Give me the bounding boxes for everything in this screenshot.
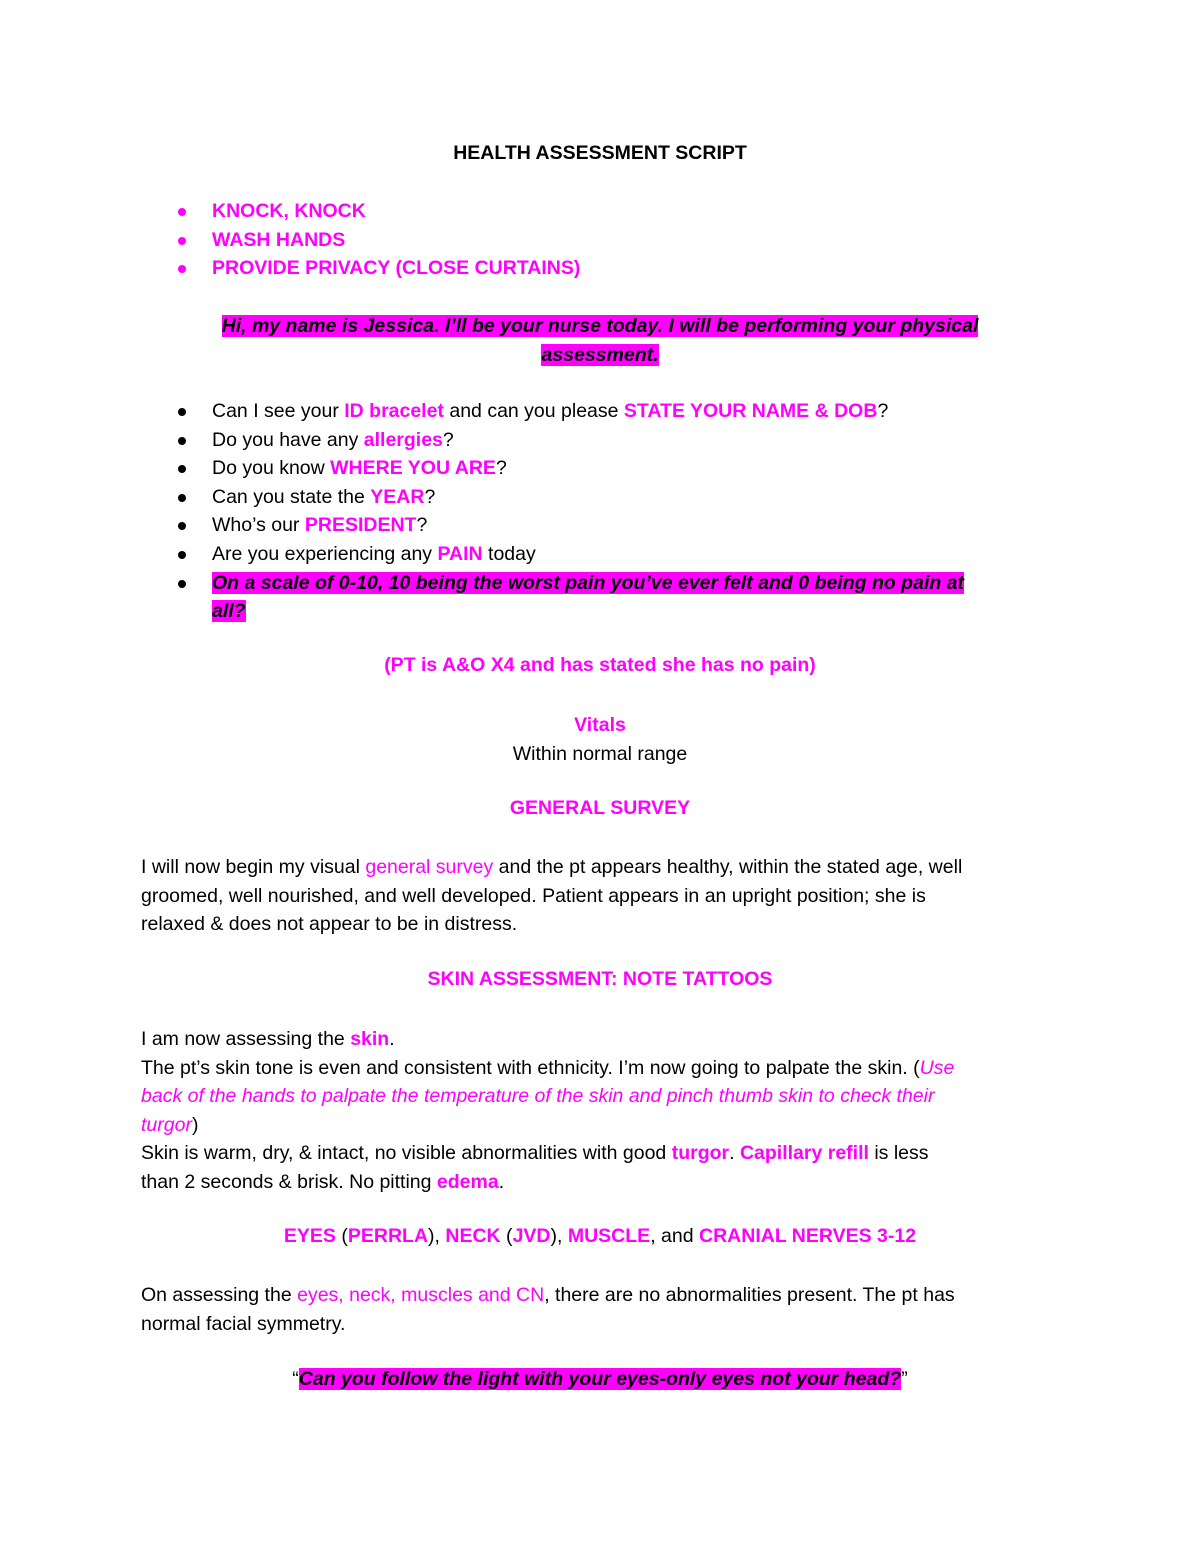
bullet-icon — [178, 437, 186, 445]
bullet-icon — [178, 237, 186, 245]
general-survey-text: I will now begin my visual general survey and the pt appears healthy, within the stated age, well groomed, well nourished, and well developed. Patient appears in an upright position; she is relaxed & does not appear to be in distress. — [141, 856, 963, 936]
vitals-section — [0, 711, 1200, 769]
list-item: PROVIDE PRIVACY (CLOSE CURTAINS) — [140, 254, 1060, 283]
list-item: Do you have any allergies? — [140, 426, 1060, 455]
bullet-icon — [178, 265, 186, 273]
bullet-icon — [178, 208, 186, 216]
list-item: Can you state the YEAR? — [140, 483, 1060, 512]
prep-checklist — [140, 197, 1060, 283]
general-survey-heading: GENERAL SURVEY — [509, 797, 691, 819]
list-item: WASH HANDS — [140, 226, 1060, 255]
list-item: Are you experiencing any PAIN today — [140, 540, 1060, 569]
skin-heading: SKIN ASSESSMENT: NOTE TATTOOS — [427, 968, 773, 990]
bullet-icon — [178, 580, 186, 588]
intro-statement: Hi, my name is Jessica. I’ll be your nurse today. I will be performing your physical assessment. — [221, 315, 979, 366]
vitals-heading: Vitals — [574, 714, 626, 736]
eyes-heading: EYES (PERRLA), NECK (JVD), MUSCLE, and CRANIAL NERVES 3-12 — [283, 1225, 917, 1247]
bullet-icon — [178, 408, 186, 416]
bullet-icon — [178, 522, 186, 530]
bullet-icon — [178, 551, 186, 559]
bullet-icon — [178, 494, 186, 502]
question-list — [140, 397, 1060, 626]
vitals-value: Within normal range — [512, 743, 688, 765]
list-item: Can I see your ID bracelet and can you please STATE YOUR NAME & DOB? — [140, 397, 1060, 426]
list-item: Who’s our PRESIDENT? — [140, 511, 1060, 540]
list-item: Do you know WHERE YOU ARE? — [140, 454, 1060, 483]
skin-text: I am now assessing the skin. The pt’s skin tone is even and consistent with ethnicity. I’m now going to palpate the skin. (Use back of the hands to palpate the temperature of the skin and pinch thumb skin to check their turgor) Skin is warm, dry, & intact, no visible abnormalities with good turgor. Capillary refill is less than 2 seconds & brisk. No pitting edema. — [141, 1028, 955, 1193]
eyes-text: On assessing the eyes, neck, muscles and CN, there are no abnormalities present. The pt has normal facial symmetry. — [141, 1284, 955, 1335]
page-title: HEALTH ASSESSMENT SCRIPT — [453, 142, 747, 164]
list-item: KNOCK, KNOCK — [140, 197, 1060, 226]
bullet-icon — [178, 465, 186, 473]
patient-status: (PT is A&O X4 and has stated she has no pain) — [384, 654, 816, 676]
eyes-instruction-quote: “Can you follow the light with your eyes-only eyes not your head?” — [292, 1368, 908, 1390]
list-item: On a scale of 0-10, 10 being the worst pain you’ve ever felt and 0 being no pain at all? — [140, 569, 1060, 626]
